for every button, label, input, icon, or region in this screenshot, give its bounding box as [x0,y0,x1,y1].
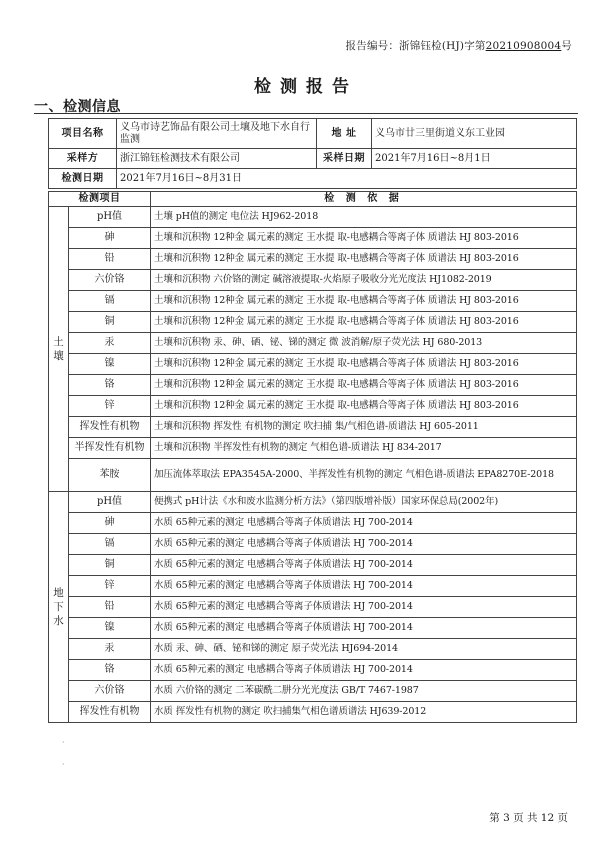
test-method: 水质 65种元素的测定 电感耦合等离子体质谱法 HJ 700-2014 [151,555,577,576]
test-method: 土壤和沉积物 12种金 属元素的测定 王水提 取-电感耦合等离子体 质谱法 HJ 803-2016 [151,375,577,396]
table-row [49,354,577,375]
test-method: 土壤和沉积物 挥发性 有机物的测定 吹扫捕 集/气相色谱-质谱法 HJ 605-2011 [151,417,577,438]
test-item: 镍 [69,618,151,639]
test-item: pH值 [69,492,151,513]
report-number [346,38,572,53]
soil-group-label: 土壤 [53,336,64,362]
col-header-basis: 检 测 依 据 [151,192,577,207]
project-name-label: 项目名称 [49,119,117,149]
report-number-suffix: 号 [561,40,572,52]
test-item: 挥发性有机物 [69,702,151,723]
table-row [49,438,577,459]
test-method: 便携式 pH计法《水和废水监测分析方法》（第四版增补版）国家环保总局(2002年) [151,492,577,513]
test-item: 镍 [69,354,151,375]
table-row [49,207,577,228]
test-item: 镉 [69,534,151,555]
report-title: 检测报告 [254,77,358,97]
table-row [49,228,577,249]
test-method: 土壤和沉积物 12种金 属元素的测定 王水提 取-电感耦合等离子体 质谱法 HJ 803-2016 [151,312,577,333]
table-row [49,702,577,723]
sampler-label: 采样方 [49,149,117,169]
test-item: pH值 [69,207,151,228]
groundwater-group-label: 地下水 [53,587,64,627]
table-row [49,249,577,270]
test-method: 土壤和沉积物 12种金 属元素的测定 王水提 取-电感耦合等离子体 质谱法 HJ 803-2016 [151,228,577,249]
test-item: 汞 [69,333,151,354]
info-row-project [49,119,577,149]
table-row [49,459,577,492]
table-row [49,492,577,513]
table-row [49,375,577,396]
methods-header-row [49,192,577,207]
table-row [49,534,577,555]
table-row [49,417,577,438]
table-row [49,270,577,291]
table-row [49,576,577,597]
test-item: 铅 [69,597,151,618]
test-method: 土壤和沉积物 汞、砷、硒、铋、锑的测定 微 波消解/原子荧光法 HJ 680-2013 [151,333,577,354]
test-method: 土壤和沉积物 12种金 属元素的测定 王水提 取-电感耦合等离子体 质谱法 HJ 803-2016 [151,396,577,417]
test-item: 铅 [69,249,151,270]
table-row [49,555,577,576]
table-row [49,291,577,312]
table-row [49,639,577,660]
test-item: 砷 [69,513,151,534]
page-number: 第 3 页 共 12 页 [489,812,568,824]
test-method: 土壤和沉积物 12种金 属元素的测定 王水提 取-电感耦合等离子体 质谱法 HJ 803-2016 [151,354,577,375]
test-method: 水质 65种元素的测定 电感耦合等离子体质谱法 HJ 700-2014 [151,513,577,534]
section-heading: 一、检测信息 [34,99,121,115]
table-row [49,396,577,417]
info-row-test-date [49,169,577,189]
test-method: 土壤和沉积物 六价铬的测定 碱溶液提取-火焰原子吸收分光光度法 HJ1082-2019 [151,270,577,291]
test-item: 铜 [69,312,151,333]
test-item: 砷 [69,228,151,249]
test-item: 铜 [69,555,151,576]
sample-date-value: 2021年7月16日~8月1日 [372,149,577,169]
test-method: 水质 65种元素的测定 电感耦合等离子体质谱法 HJ 700-2014 [151,576,577,597]
test-method: 水质 65种元素的测定 电感耦合等离子体质谱法 HJ 700-2014 [151,660,577,681]
test-method: 土壤 pH值的测定 电位法 HJ962-2018 [151,207,577,228]
test-item: 六价铬 [69,681,151,702]
address-value: 义乌市廿三里街道义东工业园 [372,119,577,149]
info-row-sampler [49,149,577,169]
table-row [49,597,577,618]
table-row [49,312,577,333]
test-item: 挥发性有机物 [69,417,151,438]
test-method: 水质 挥发性有机物的测定 吹扫捕集气相色谱质谱法 HJ639-2012 [151,702,577,723]
test-date-value: 2021年7月16日~8月31日 [117,169,577,189]
sample-date-label: 采样日期 [317,149,372,169]
address-label: 地 址 [317,119,372,149]
test-method: 水质 65种元素的测定 电感耦合等离子体质谱法 HJ 700-2014 [151,534,577,555]
test-date-label: 检测日期 [49,169,117,189]
test-item: 锌 [69,576,151,597]
test-method: 土壤和沉积物 12种金 属元素的测定 王水提 取-电感耦合等离子体 质谱法 HJ 803-2016 [151,291,577,312]
report-number-label: 报告编号：浙锦钰检(HJ)字第 [345,40,486,52]
test-item: 半挥发性有机物 [69,438,151,459]
test-method: 水质 汞、砷、硒、铋和锑的测定 原子荧光法 HJ694-2014 [151,639,577,660]
table-row [49,333,577,354]
soil-group [49,207,69,492]
col-header-item: 检测项目 [49,192,151,207]
methods-table [48,191,577,723]
section-divider [34,113,578,114]
test-item: 铬 [69,375,151,396]
sampler-value: 浙江锦钰检测技术有限公司 [117,149,317,169]
test-item: 苯胺 [69,459,151,492]
report-number-value: 20210908004 [485,40,562,52]
test-method: 土壤和沉积物 12种金 属元素的测定 王水提 取-电感耦合等离子体 质谱法 HJ 803-2016 [151,249,577,270]
test-method: 水质 65种元素的测定 电感耦合等离子体质谱法 HJ 700-2014 [151,618,577,639]
test-method: 水质 六价铬的测定 二苯碳酰二肼分光光度法 GB/T 7467-1987 [151,681,577,702]
groundwater-group [49,492,69,723]
project-name-value: 义乌市诗艺饰品有限公司土壤及地下水自行监测 [117,119,317,149]
test-method: 加压流体萃取法 EPA3545A-2000、半挥发性有机物的测定 气相色谱-质谱法 EPA8270E-2018 [151,459,577,492]
table-row [49,618,577,639]
table-row [49,660,577,681]
margin-mark: · [62,760,65,769]
test-item: 锌 [69,396,151,417]
test-method: 土壤和沉积物 半挥发性有机物的测定 气相色谱-质谱法 HJ 834-2017 [151,438,577,459]
margin-mark: · [62,738,65,747]
test-item: 镉 [69,291,151,312]
info-table [48,118,577,189]
test-item: 六价铬 [69,270,151,291]
table-row [49,513,577,534]
test-method: 水质 65种元素的测定 电感耦合等离子体质谱法 HJ 700-2014 [151,597,577,618]
table-row [49,681,577,702]
test-item: 铬 [69,660,151,681]
test-item: 汞 [69,639,151,660]
